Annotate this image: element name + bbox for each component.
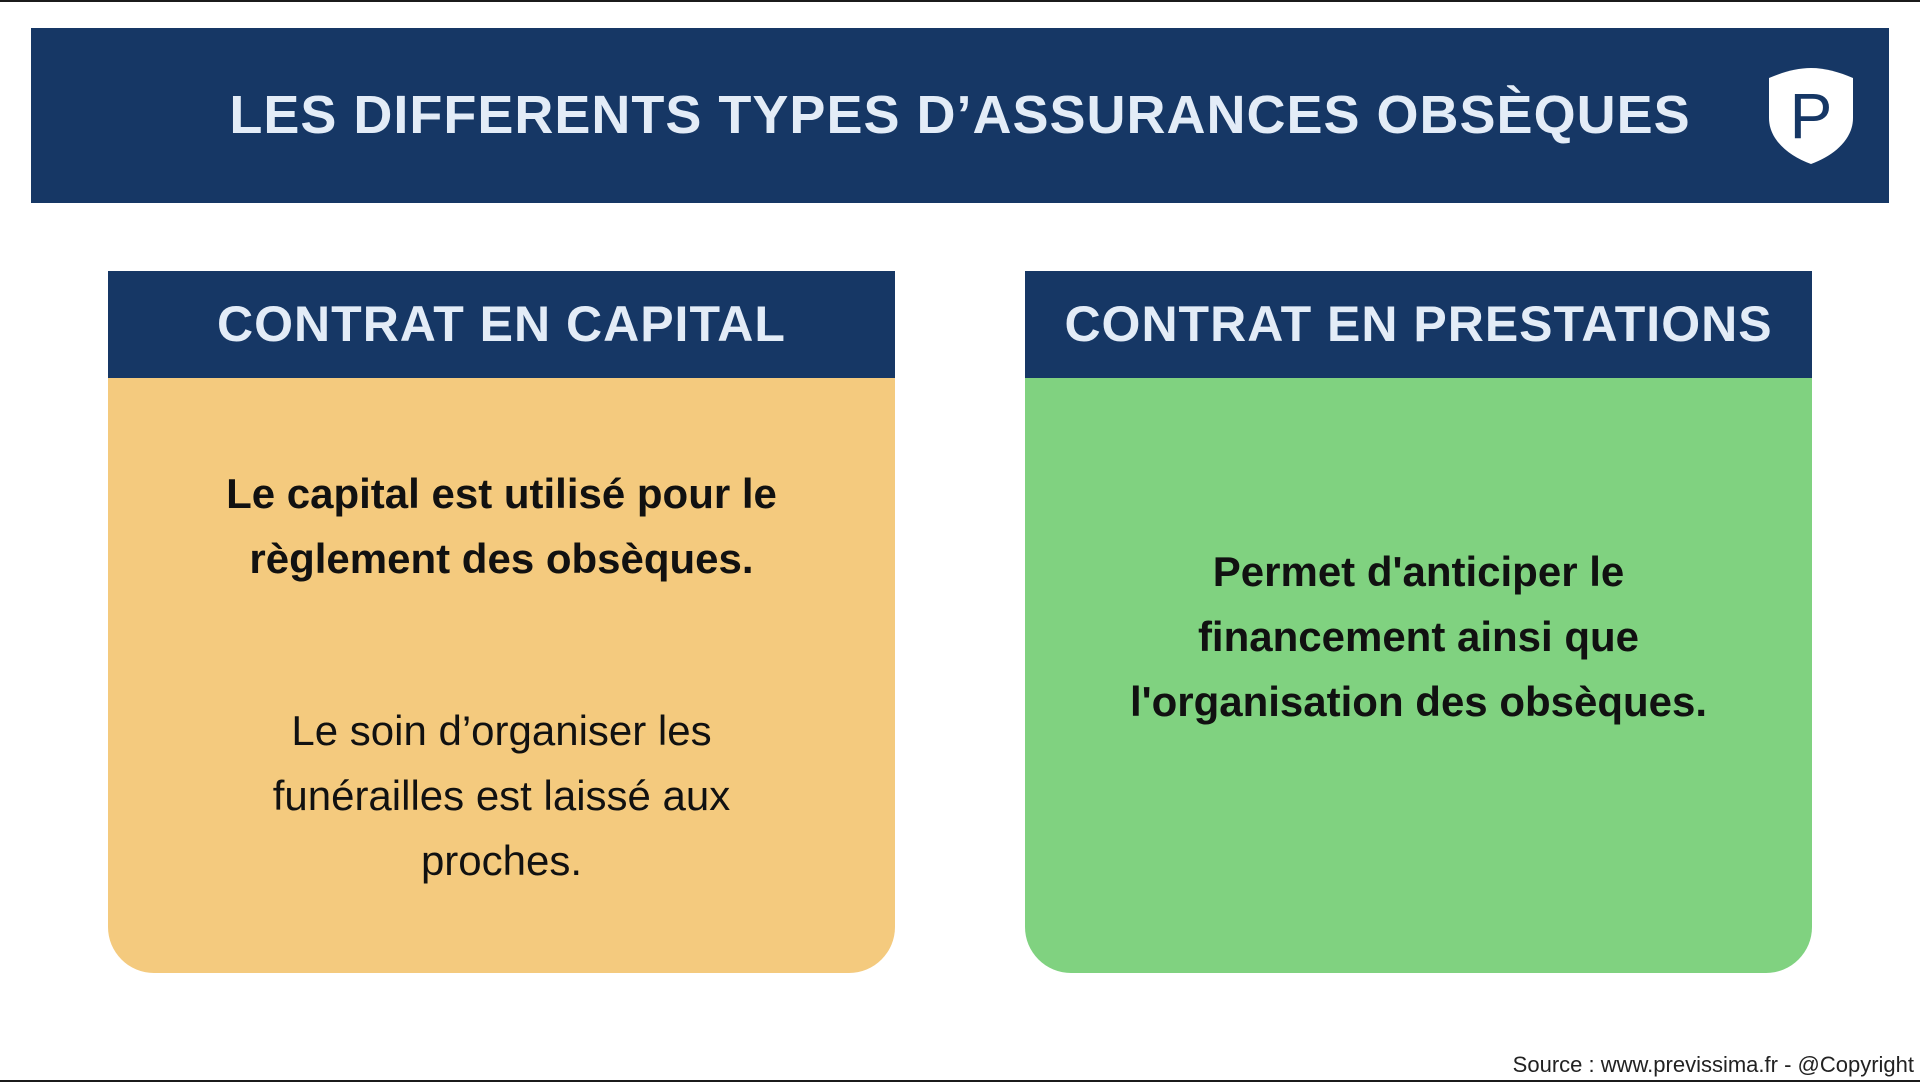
text-line: funérailles est laissé aux <box>272 772 731 819</box>
text-line: règlement des obsèques. <box>249 535 754 582</box>
card-capital-secondary-text <box>108 698 895 893</box>
card-prestations <box>1025 271 1812 973</box>
text-line: financement ainsi que <box>1197 613 1640 660</box>
top-border <box>0 0 1920 2</box>
page-title: LES DIFFERENTS TYPES D’ASSURANCES OBSÈQUES <box>229 85 1691 145</box>
text-line: Le capital est utilisé pour le <box>226 470 777 517</box>
source-credit: Source : www.previssima.fr - @Copyright <box>1512 1052 1914 1077</box>
card-capital <box>108 271 895 973</box>
shield-p-logo-icon <box>1767 66 1855 166</box>
card-prestations-title: CONTRAT EN PRESTATIONS <box>1025 271 1812 378</box>
text-line: proches. <box>420 837 583 884</box>
text-line: l'organisation des obsèques. <box>1129 678 1708 725</box>
card-capital-main-text <box>108 461 895 591</box>
logo-letter: P <box>1789 80 1833 152</box>
card-prestations-main-text <box>1025 539 1812 734</box>
text-line: Le soin d’organiser les <box>291 707 712 754</box>
card-capital-title: CONTRAT EN CAPITAL <box>108 271 895 378</box>
text-line: Permet d'anticiper le <box>1212 548 1625 595</box>
